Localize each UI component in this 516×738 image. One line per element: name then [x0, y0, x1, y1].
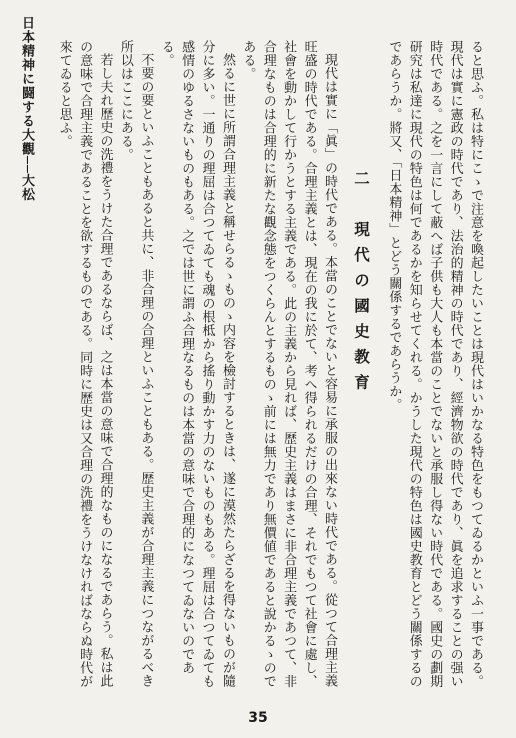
body-text: [30, 40, 485, 695]
paragraph-2: 現代は實に「眞」の時代である。本當のことでないと容易に承服の出來ない時代である。從つて合理主義旺盛の時代である。合理主義とは、現在の我に於て、考へ得られるだけの合理、それでもつて社會に處し、社會を動かして行かうとする主義である。此の主義から見れば、歷史主義はまさに非合理主義であつて、非合理なものは合理的に新たな觀念態をつくらんとするものゝ前には無力であり無價値であると說かるゝのである。: [240, 40, 337, 688]
paragraph-4: 不要の要といふこともあると共に、非合理の合理といふこともある。歷史主義が合理主義につながるべき所以はここにある。: [117, 40, 154, 688]
paragraph-1: ると思ふ。私は特にこゝで注意を喚起したいことは現代はいかなる特色をもつてゐるかといふ一事である。現代は實に憲政の時代であり、法治的精神の時代であり、經濟物欲の時代であり、眞を追求することの强い時代である。之を一言にして蔽へば子供も大人も本當のことでないと承服し得ない時代である。國史の劃期研究は私達に現代の特色は何であるかを知らせてくれる。かうした現代の特色は國史教育とどう關係するのであらうか。將又、「日本精神」とどう關係するであらうか。: [386, 40, 483, 688]
paragraph-5: 若し夫れ歷史の洗禮をうけた合理であるならば、之は本當の意味で合理的なものになるであらう。私は此の意味で合理主義であることを欲するものである。同時に歷史は又合理の洗禮をうけなければならぬ時代が來てゐると思ふ。: [56, 40, 113, 688]
paragraph-3: 然るに世に所謂合理主義と稱せらるゝものゝ内容を檢討するときは、遂に漠然たらざるを得ないものが隨分に多い。一通りの理屈は合つてゐても魂の根柢から搖り動かす力のないものもある。理屈は合つてゐても感情のゆるさないものもある。之では世に謂ふ合理なるものは本當の意味で合理的になつてゐないのである。: [158, 40, 235, 688]
section-heading: 二 現代の國史教育: [351, 170, 371, 400]
running-head: 日本精神に闘する大觀──大松: [19, 16, 34, 202]
page-number: 35: [248, 710, 268, 726]
